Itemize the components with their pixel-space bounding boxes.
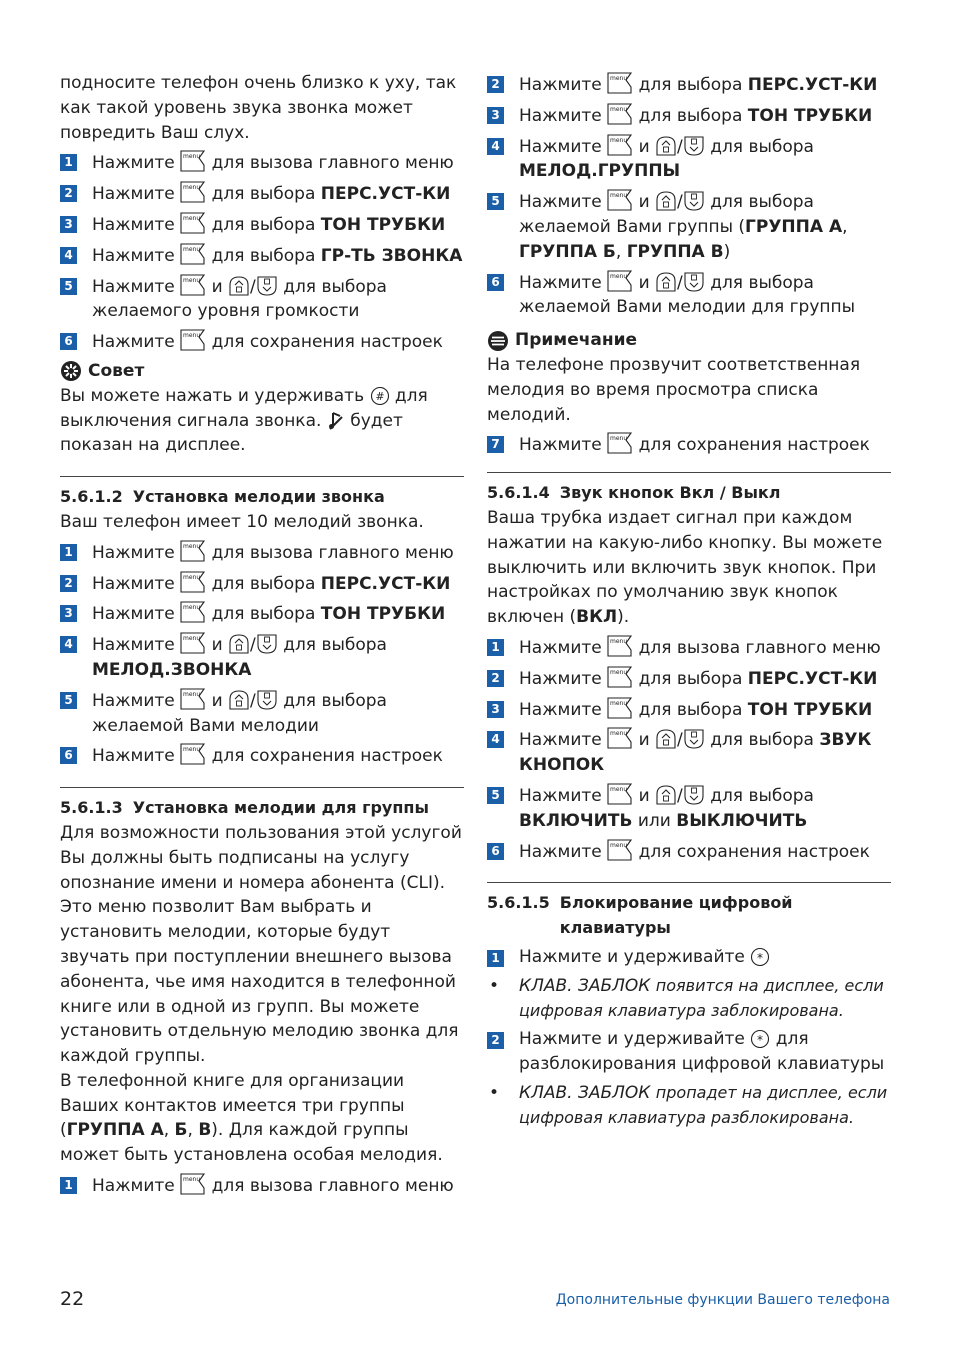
menu-key-icon <box>180 687 206 711</box>
step-number: 6 <box>487 843 504 860</box>
step-number: 6 <box>60 333 77 350</box>
menu-key-icon <box>607 188 633 212</box>
section-heading: 5.6.1.4 Звук кнопок Вкл / Выкл <box>487 483 781 503</box>
down-key-icon <box>683 271 705 293</box>
step: 2 Нажмите для выбора ПЕРС.УСТ-КИ <box>487 71 891 98</box>
group-melody-steps <box>60 1172 464 1199</box>
group-melody-step6 <box>487 269 891 321</box>
menu-key-icon <box>607 133 633 157</box>
step-number: 2 <box>60 185 77 202</box>
menu-key-icon <box>180 600 206 624</box>
left-column <box>60 71 464 1199</box>
up-key-icon <box>228 275 250 297</box>
step: 6 Нажмите для сохранения настроек <box>60 328 464 355</box>
section-intro: Ваш телефон имеет 10 мелодий звонка. <box>60 511 424 532</box>
menu-key-icon <box>607 71 633 95</box>
section-heading: 5.6.1.2 Установка мелодии звонка <box>60 487 385 507</box>
menu-key-icon <box>180 242 206 266</box>
key-sound-step6 <box>487 838 891 865</box>
step: 1 Нажмите для вызова главного меню <box>60 1172 464 1199</box>
step-number: 1 <box>60 154 77 171</box>
menu-key-icon <box>607 269 633 293</box>
ringtone-steps <box>60 539 464 769</box>
menu-key-icon <box>180 1172 206 1196</box>
note-heading <box>487 328 891 353</box>
step: 2 Нажмите для выбора ПЕРС.УСТ-КИ <box>487 665 891 692</box>
step-number: 3 <box>487 701 504 718</box>
down-key-icon <box>256 275 278 297</box>
group-melody-step7 <box>487 431 891 458</box>
star-key-icon <box>750 947 770 967</box>
step-number: 1 <box>60 1177 77 1194</box>
step: 1 Нажмите для вызова главного меню <box>60 539 464 566</box>
menu-key-icon <box>180 742 206 766</box>
step: 3 Нажмите для выбора ТОН ТРУБКИ <box>487 696 891 723</box>
step-number: 3 <box>60 216 77 233</box>
note-icon <box>487 330 509 352</box>
step-number: 4 <box>487 138 504 155</box>
step: 4 Нажмите и / для выбора ЗВУК КНОПОК <box>487 726 891 778</box>
step: 6 Нажмите и / для выбора желаемой Вами мелодии для группы <box>487 269 891 321</box>
note-text: На телефоне прозвучит соответственная мелодия во время просмотра списка мелодий. <box>487 354 861 425</box>
step-number: 3 <box>487 107 504 124</box>
step-number: 1 <box>487 950 504 967</box>
bullet-item: • КЛАВ. ЗАБЛОК появится на дисплее, если цифровая клавиатура заблокирована. <box>489 975 884 1020</box>
up-key-icon <box>655 271 677 293</box>
up-key-icon <box>655 728 677 750</box>
step: 1 Нажмите для вызова главного меню <box>487 634 891 661</box>
menu-key-icon <box>607 634 633 658</box>
down-key-icon <box>683 728 705 750</box>
footer-section-title: Дополнительные функции Вашего телефона <box>555 1292 890 1308</box>
up-key-icon <box>228 633 250 655</box>
up-down-nav-icon: / <box>655 192 705 212</box>
step-number: 1 <box>487 639 504 656</box>
step-number: 5 <box>60 692 77 709</box>
up-key-icon <box>228 689 250 711</box>
menu-key-icon <box>180 631 206 655</box>
step-number: 3 <box>60 605 77 622</box>
section-paragraph: Для возможности пользования этой услугой Вы должны быть подписаны на услугу опознание имени и номера абонента (CLI). Это меню позволит Вам выбрать и установить мелодии, которые будут звучать при поступлении внешнего вызова абонента, чье имя находится в телефонной книге или в одной из групп. Вы можете установить отдельную мелодию звонка для каждой группы. <box>60 822 462 1067</box>
section-keypad-lock <box>487 882 891 1130</box>
hash-key-icon <box>370 386 390 406</box>
step: 4 Нажмите и / для выбора МЕЛОД.ГРУППЫ <box>487 133 891 185</box>
section-key-sound <box>487 472 891 864</box>
menu-key-icon <box>180 539 206 563</box>
step-number: 2 <box>60 575 77 592</box>
ringer-off-icon <box>327 411 345 431</box>
step: 7 Нажмите для сохранения настроек <box>487 431 891 458</box>
group-melody-steps-cont <box>487 71 891 184</box>
menu-key-icon <box>607 696 633 720</box>
page-number: 22 <box>60 1288 85 1310</box>
step: 6 Нажмите для сохранения настроек <box>487 838 891 865</box>
section-group-melody <box>60 787 464 1199</box>
up-down-nav-icon: / <box>655 786 705 806</box>
down-key-icon <box>683 784 705 806</box>
up-key-icon <box>655 190 677 212</box>
bullet-item: • КЛАВ. ЗАБЛОК пропадет на дисплее, если цифровая клавиатура разблокирована. <box>489 1082 888 1127</box>
section-ringtone <box>60 476 464 769</box>
step-number: 5 <box>487 193 504 210</box>
right-column <box>487 71 891 1130</box>
menu-key-icon <box>607 838 633 862</box>
star-key-icon <box>750 1029 770 1049</box>
step: 4 Нажмите и / для выбора МЕЛОД.ЗВОНКА <box>60 631 464 683</box>
step-number: 2 <box>487 670 504 687</box>
step: 5 Нажмите и / для выбора желаемой Вами группы (ГРУППА А, ГРУППА Б, ГРУППА В) <box>487 188 891 264</box>
menu-key-icon <box>180 180 206 204</box>
up-down-nav-icon: / <box>655 730 705 750</box>
step-number: 7 <box>487 436 504 453</box>
step-number: 4 <box>60 636 77 653</box>
up-down-nav-icon: / <box>228 691 278 711</box>
menu-key-icon <box>607 782 633 806</box>
volume-steps <box>60 149 464 355</box>
menu-key-icon <box>607 665 633 689</box>
up-key-icon <box>655 784 677 806</box>
menu-key-icon <box>607 431 633 455</box>
step-number: 6 <box>487 274 504 291</box>
step: 6 Нажмите для сохранения настроек <box>60 742 464 769</box>
step: 5 Нажмите и / для выбора ВКЛЮЧИТЬ или ВЫКЛЮЧИТЬ <box>487 782 891 834</box>
up-key-icon <box>655 135 677 157</box>
step: 3 Нажмите для выбора ТОН ТРУБКИ <box>60 211 464 238</box>
section-paragraph: В телефонной книге для организации Ваших контактов имеется три группы (ГРУППА А, Б, В). Для каждой группы может быть установлена особая мелодия. <box>60 1070 443 1166</box>
step: 2 Нажмите для выбора ПЕРС.УСТ-КИ <box>60 180 464 207</box>
step: 2 Нажмите и удерживайте для разблокирования цифровой клавиатуры <box>487 1027 891 1077</box>
step-number: 4 <box>487 731 504 748</box>
down-key-icon <box>256 633 278 655</box>
section-heading: 5.6.1.3 Установка мелодии для группы <box>60 798 429 818</box>
key-sound-steps <box>487 634 891 778</box>
step-number: 5 <box>487 787 504 804</box>
tip-icon <box>60 360 82 382</box>
step: 1 Нажмите и удерживайте <box>487 945 891 970</box>
step-number: 2 <box>487 76 504 93</box>
menu-key-icon <box>180 570 206 594</box>
down-key-icon <box>683 190 705 212</box>
menu-key-icon <box>607 102 633 126</box>
tip-title: Совет <box>88 360 145 381</box>
note-title: Примечание <box>515 330 638 351</box>
menu-key-icon <box>607 726 633 750</box>
up-down-nav-icon: / <box>228 277 278 297</box>
step: 4 Нажмите для выбора ГР-ТЬ ЗВОНКА <box>60 242 464 269</box>
tip-heading <box>60 359 464 384</box>
menu-key-icon <box>180 149 206 173</box>
tip-text: Вы можете нажать и удерживать для выключения сигнала звонка. будет показан на дисплее. <box>60 385 428 456</box>
step: 5 Нажмите и / для выбора желаемого уровня громкости <box>60 273 464 325</box>
down-key-icon <box>683 135 705 157</box>
step: 3 Нажмите для выбора ТОН ТРУБКИ <box>487 102 891 129</box>
section-intro: Ваша трубка издает сигнал при каждом нажатии на какую-либо кнопку. Вы можете выключить или включить звук кнопок. При настройках по умолчанию звук кнопок включен (ВКЛ). <box>487 507 883 628</box>
step-number: 4 <box>60 247 77 264</box>
menu-key-icon <box>180 211 206 235</box>
menu-key-icon <box>180 328 206 352</box>
menu-key-icon <box>180 273 206 297</box>
step-number: 5 <box>60 278 77 295</box>
step-number: 2 <box>487 1032 504 1049</box>
step: 1 Нажмите для вызова главного меню <box>60 149 464 176</box>
step: 5 Нажмите и / для выбора желаемой Вами мелодии <box>60 687 464 739</box>
up-down-nav-icon: / <box>655 273 705 293</box>
up-down-nav-icon: / <box>228 635 278 655</box>
down-key-icon <box>256 689 278 711</box>
intro-text: подносите телефон очень близко к уху, так как такой уровень звука звонка может повредить Ваш слух. <box>60 73 457 143</box>
step: 2 Нажмите для выбора ПЕРС.УСТ-КИ <box>60 570 464 597</box>
step-number: 1 <box>60 544 77 561</box>
section-heading: 5.6.1.5 Блокирование цифровой клавиатуры <box>487 893 793 938</box>
step-number: 6 <box>60 747 77 764</box>
up-down-nav-icon: / <box>655 137 705 157</box>
step: 3 Нажмите для выбора ТОН ТРУБКИ <box>60 600 464 627</box>
